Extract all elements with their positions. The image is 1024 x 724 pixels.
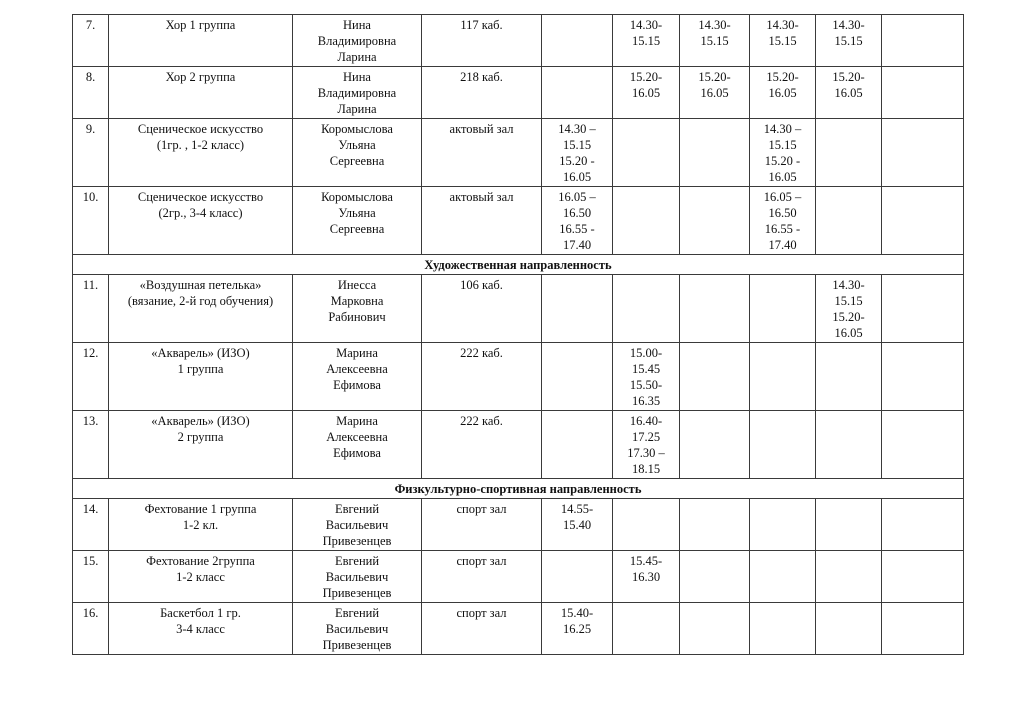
schedule-slot: [613, 119, 680, 187]
activity-name-text: Сценическое искусство (2гр., 3-4 класс): [137, 190, 264, 220]
table-row: [73, 603, 964, 655]
schedule-slot: [613, 343, 680, 411]
schedule-slot: [816, 15, 882, 67]
schedule-slot: [680, 67, 750, 119]
time-range: 15.40- 16.25: [560, 606, 594, 636]
time-range: 16.05 – 16.50 16.55 - 17.40: [763, 190, 802, 252]
activity-name: [109, 187, 293, 255]
row-number: [73, 67, 109, 119]
section-title: Физкультурно-спортивная направленность: [73, 479, 964, 499]
schedule-slot: [680, 603, 750, 655]
time-range: 16.05 – 16.50 16.55 - 17.40: [558, 190, 596, 252]
teacher-name: [293, 187, 422, 255]
schedule-slot: [680, 15, 750, 67]
schedule-slot: [542, 411, 613, 479]
schedule-slot: [750, 67, 816, 119]
row-number-text: 7.: [85, 18, 96, 32]
row-number: [73, 603, 109, 655]
table-row: [73, 187, 964, 255]
time-range: 15.20- 16.05: [698, 70, 731, 100]
table-row: [73, 275, 964, 343]
row-number: [73, 187, 109, 255]
activity-name-text: Сценическое искусство (1гр. , 1-2 класс): [137, 122, 264, 152]
schedule-slot: [750, 15, 816, 67]
activity-name: [109, 411, 293, 479]
teacher-name-text: Инесса Марковна Рабинович: [328, 278, 386, 324]
row-number: [73, 411, 109, 479]
room-cell: [422, 67, 542, 119]
schedule-slot: [816, 187, 882, 255]
schedule-slot: [542, 603, 613, 655]
row-number: [73, 499, 109, 551]
schedule-slot: [816, 551, 882, 603]
time-range: 14.30 – 15.15 15.20 - 16.05: [558, 122, 596, 184]
time-range: 15.45- 16.30: [629, 554, 663, 584]
teacher-name: [293, 67, 422, 119]
schedule-slot: [750, 343, 816, 411]
schedule-slot: [816, 67, 882, 119]
schedule-slot: [613, 187, 680, 255]
schedule-slot: [680, 119, 750, 187]
row-number-text: 15.: [82, 554, 99, 568]
row-number: [73, 275, 109, 343]
schedule-slot: [750, 275, 816, 343]
room-cell: [422, 499, 542, 551]
schedule-slot: [816, 411, 882, 479]
schedule-slot: [882, 67, 964, 119]
table-row: [73, 343, 964, 411]
time-range: 14.30 – 15.15 15.20 - 16.05: [763, 122, 802, 184]
time-range: 14.30- 15.15: [766, 18, 799, 48]
activity-name-text: «Акварель» (ИЗО) 2 группа: [151, 414, 250, 444]
teacher-name-text: Коромыслова Ульяна Сергеевна: [321, 122, 393, 168]
time-range: 14.30- 15.15 15.20- 16.05: [832, 278, 865, 340]
room-cell: [422, 551, 542, 603]
room-cell: [422, 343, 542, 411]
schedule-slot: [816, 499, 882, 551]
schedule-slot: [542, 67, 613, 119]
schedule-slot: [680, 187, 750, 255]
teacher-name-text: Нина Владимировна Ларина: [317, 70, 397, 116]
schedule-slot: [542, 343, 613, 411]
row-number-text: 10.: [82, 190, 99, 204]
room-cell: [422, 411, 542, 479]
schedule-slot: [542, 15, 613, 67]
schedule-slot: [680, 551, 750, 603]
schedule-slot: [680, 499, 750, 551]
room-cell-text: актовый зал: [449, 190, 514, 204]
schedule-slot: [680, 343, 750, 411]
teacher-name: [293, 275, 422, 343]
table-row: [73, 551, 964, 603]
activity-name: [109, 551, 293, 603]
schedule-slot: [750, 411, 816, 479]
schedule-slot: [750, 551, 816, 603]
schedule-slot: [882, 343, 964, 411]
schedule-table: [72, 14, 964, 655]
schedule-slot: [613, 603, 680, 655]
teacher-name: [293, 343, 422, 411]
activity-name: [109, 343, 293, 411]
schedule-slot: [542, 499, 613, 551]
schedule-slot: [816, 275, 882, 343]
time-range: 15.00- 15.45 15.50- 16.35: [629, 346, 663, 408]
activity-name-text: «Акварель» (ИЗО) 1 группа: [151, 346, 250, 376]
activity-name-text: «Воздушная петелька» (вязание, 2-й год обучения): [127, 278, 274, 308]
row-number-text: 14.: [82, 502, 99, 516]
schedule-slot: [882, 411, 964, 479]
teacher-name-text: Евгений Васильевич Привезенцев: [322, 606, 392, 652]
schedule-slot: [882, 119, 964, 187]
room-cell-text: 222 каб.: [460, 414, 503, 428]
teacher-name: [293, 603, 422, 655]
row-number-text: 13.: [82, 414, 99, 428]
teacher-name: [293, 411, 422, 479]
schedule-slot: [613, 15, 680, 67]
room-cell: [422, 187, 542, 255]
schedule-slot: [542, 551, 613, 603]
schedule-slot: [613, 499, 680, 551]
teacher-name-text: Евгений Васильевич Привезенцев: [322, 554, 392, 600]
schedule-slot: [816, 603, 882, 655]
schedule-slot: [882, 603, 964, 655]
schedule-slot: [613, 551, 680, 603]
room-cell-text: актовый зал: [449, 122, 514, 136]
teacher-name-text: Нина Владимировна Ларина: [317, 18, 397, 64]
activity-name-text: Фехтование 1 группа 1-2 кл.: [144, 502, 257, 532]
schedule-slot: [750, 603, 816, 655]
activity-name: [109, 15, 293, 67]
room-cell-text: 117 каб.: [460, 18, 503, 32]
activity-name: [109, 119, 293, 187]
section-title: Художественная направленность: [73, 255, 964, 275]
teacher-name-text: Коромыслова Ульяна Сергеевна: [321, 190, 393, 236]
time-range: 16.40- 17.25 17.30 – 18.15: [627, 414, 665, 476]
teacher-name-text: Марина Алексеевна Ефимова: [326, 346, 388, 392]
time-range: 14.30- 15.15: [832, 18, 865, 48]
section-row: [73, 479, 964, 499]
time-range: 14.30- 15.15: [698, 18, 731, 48]
schedule-slot: [750, 499, 816, 551]
schedule-slot: [882, 187, 964, 255]
time-range: 14.30- 15.15: [629, 18, 663, 48]
room-cell-text: спорт зал: [456, 554, 507, 568]
table-row: [73, 411, 964, 479]
schedule-slot: [613, 275, 680, 343]
teacher-name-text: Евгений Васильевич Привезенцев: [322, 502, 392, 548]
schedule-slot: [882, 499, 964, 551]
room-cell: [422, 603, 542, 655]
teacher-name: [293, 499, 422, 551]
activity-name: [109, 499, 293, 551]
row-number-text: 9.: [85, 122, 96, 136]
schedule-slot: [882, 551, 964, 603]
row-number: [73, 343, 109, 411]
room-cell: [422, 119, 542, 187]
row-number: [73, 119, 109, 187]
activity-name: [109, 275, 293, 343]
activity-name: [109, 603, 293, 655]
schedule-slot: [882, 275, 964, 343]
time-range: 14.55- 15.40: [560, 502, 594, 532]
row-number-text: 8.: [85, 70, 96, 84]
room-cell-text: 222 каб.: [460, 346, 503, 360]
time-range: 15.20- 16.05: [766, 70, 799, 100]
teacher-name: [293, 15, 422, 67]
teacher-name-text: Марина Алексеевна Ефимова: [326, 414, 388, 460]
activity-name-text: Фехтование 2группа 1-2 класс: [146, 554, 255, 584]
table-row: [73, 67, 964, 119]
section-row: [73, 255, 964, 275]
row-number: [73, 15, 109, 67]
schedule-slot: [613, 67, 680, 119]
schedule-slot: [750, 187, 816, 255]
activity-name-text: Баскетбол 1 гр. 3-4 класс: [160, 606, 241, 636]
activity-name-text: Хор 2 группа: [165, 70, 236, 84]
time-range: 15.20- 16.05: [629, 70, 663, 100]
table-row: [73, 15, 964, 67]
room-cell-text: 106 каб.: [460, 278, 503, 292]
schedule-slot: [882, 15, 964, 67]
activity-name: [109, 67, 293, 119]
schedule-slot: [750, 119, 816, 187]
room-cell-text: спорт зал: [456, 606, 507, 620]
room-cell: [422, 15, 542, 67]
schedule-slot: [542, 187, 613, 255]
room-cell: [422, 275, 542, 343]
schedule-slot: [680, 411, 750, 479]
schedule-slot: [542, 119, 613, 187]
row-number-text: 11.: [82, 278, 99, 292]
teacher-name: [293, 119, 422, 187]
row-number: [73, 551, 109, 603]
row-number-text: 16.: [82, 606, 99, 620]
table-row: [73, 499, 964, 551]
room-cell-text: спорт зал: [456, 502, 507, 516]
teacher-name: [293, 551, 422, 603]
activity-name-text: Хор 1 группа: [165, 18, 236, 32]
schedule-slot: [816, 119, 882, 187]
schedule-body: [73, 15, 964, 655]
schedule-slot: [613, 411, 680, 479]
schedule-slot: [542, 275, 613, 343]
row-number-text: 12.: [82, 346, 99, 360]
schedule-slot: [680, 275, 750, 343]
time-range: 15.20- 16.05: [832, 70, 865, 100]
schedule-slot: [816, 343, 882, 411]
room-cell-text: 218 каб.: [460, 70, 503, 84]
table-row: [73, 119, 964, 187]
